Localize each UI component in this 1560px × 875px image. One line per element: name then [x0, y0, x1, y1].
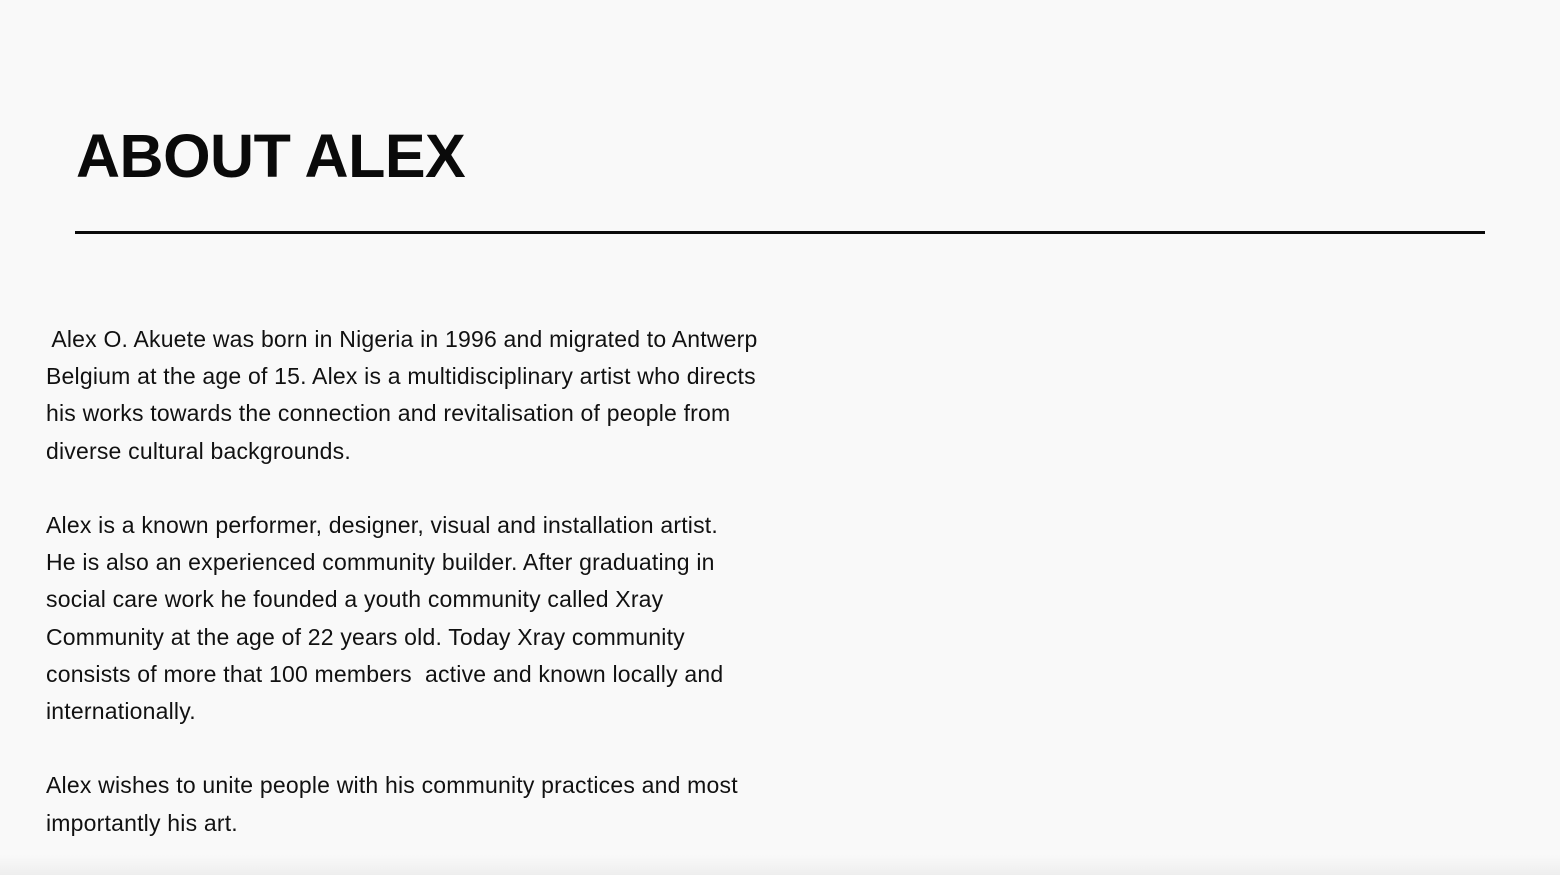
bio-line: importantly his art. [46, 809, 238, 836]
bio-paragraph-mission [46, 767, 866, 841]
bio-paragraph-career [46, 507, 866, 730]
bio-paragraph-origin [46, 321, 866, 470]
bio-line: Belgium at the age of 15. Alex is a multidisciplinary artist who directs [46, 363, 756, 390]
bio-line: consists of more that 100 members active and known locally and [46, 660, 724, 687]
bio-line: Alex is a known performer, designer, visual and installation artist. [46, 512, 718, 538]
bio-line: Community at the age of 22 years old. Today Xray community [46, 623, 685, 650]
bio-line: He is also an experienced community builder. After graduating in [46, 549, 715, 576]
page-title: ABOUT ALEX [76, 122, 466, 190]
bio-line: Alex O. Akuete was born in Nigeria in 1996 and migrated to Antwerp [46, 326, 758, 352]
bio-line: his works towards the connection and revitalisation of people from [46, 400, 731, 427]
title-divider [75, 231, 1485, 234]
bio-line: diverse cultural backgrounds. [46, 437, 351, 464]
bio-section [46, 321, 866, 842]
bio-line: internationally. [46, 698, 196, 725]
bottom-shadow [0, 855, 1560, 875]
bio-line: social care work he founded a youth community called Xray [46, 586, 664, 613]
bio-line: Alex wishes to unite people with his community practices and most [46, 772, 738, 799]
